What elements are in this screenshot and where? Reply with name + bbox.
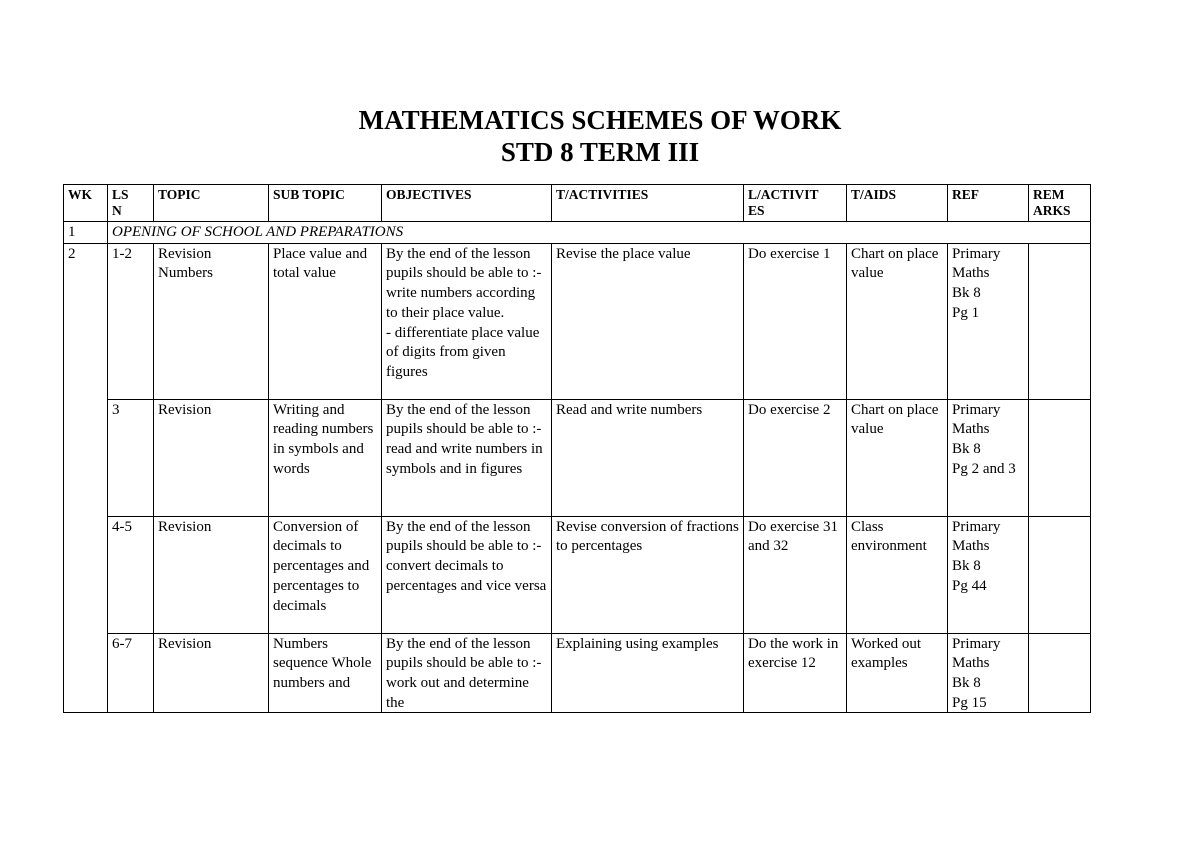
cell-t-aids: Class environment (847, 516, 948, 633)
cell-remarks (1029, 633, 1091, 712)
cell-topic: Revision (154, 399, 269, 516)
header-wk: WK (64, 185, 108, 222)
cell-objectives: By the end of the lesson pupils should be able to :- convert decimals to percentages and vice versa (382, 516, 552, 633)
cell-t-activities: Read and write numbers (552, 399, 744, 516)
cell-l-activities: Do exercise 1 (744, 243, 847, 399)
cell-t-aids: Chart on place value (847, 243, 948, 399)
cell-topic: Revision Numbers (154, 243, 269, 399)
cell-sub-topic: Writing and reading numbers in symbols and words (269, 399, 382, 516)
table-row (64, 243, 1091, 399)
cell-sub-topic: Numbers sequence Whole numbers and (269, 633, 382, 712)
week-number: 1 (64, 222, 108, 244)
cell-ref: Primary Maths Bk 8 Pg 15 (948, 633, 1029, 712)
cell-ref: Primary Maths Bk 8 Pg 1 (948, 243, 1029, 399)
cell-remarks (1029, 516, 1091, 633)
cell-lsn: 4-5 (108, 516, 154, 633)
cell-objectives: By the end of the lesson pupils should be able to :- read and write numbers in symbols and in figures (382, 399, 552, 516)
title-line-2: STD 8 TERM III (500, 137, 700, 167)
cell-lsn: 1-2 (108, 243, 154, 399)
cell-topic: Revision (154, 633, 269, 712)
cell-topic: Revision (154, 516, 269, 633)
cell-objectives: By the end of the lesson pupils should be able to :- work out and determine the (382, 633, 552, 712)
document-title (0, 104, 1200, 168)
cell-sub-topic: Conversion of decimals to percentages and percentages to decimals (269, 516, 382, 633)
header-topic: TOPIC (154, 185, 269, 222)
cell-remarks (1029, 243, 1091, 399)
cell-t-aids: Chart on place value (847, 399, 948, 516)
opening-of-school-banner: OPENING OF SCHOOL AND PREPARATIONS (108, 222, 1091, 244)
cell-ref: Primary Maths Bk 8 Pg 2 and 3 (948, 399, 1029, 516)
cell-t-activities: Explaining using examples (552, 633, 744, 712)
cell-l-activities: Do exercise 2 (744, 399, 847, 516)
cell-objectives: By the end of the lesson pupils should be able to :- write numbers according to their place value. - differentiate place value of digits from given figures (382, 243, 552, 399)
cell-l-activities: Do exercise 31 and 32 (744, 516, 847, 633)
table-row (64, 399, 1091, 516)
header-remarks: REM ARKS (1029, 185, 1091, 222)
week-1-row (64, 222, 1091, 244)
header-t-aids: T/AIDS (847, 185, 948, 222)
schemes-of-work-table (63, 184, 1091, 713)
header-l-activities: L/ACTIVIT ES (744, 185, 847, 222)
header-objectives: OBJECTIVES (382, 185, 552, 222)
header-lsn: LS N (108, 185, 154, 222)
cell-remarks (1029, 399, 1091, 516)
title-line-1: MATHEMATICS SCHEMES OF WORK (358, 105, 842, 135)
cell-sub-topic: Place value and total value (269, 243, 382, 399)
header-sub-topic: SUB TOPIC (269, 185, 382, 222)
cell-ref: Primary Maths Bk 8 Pg 44 (948, 516, 1029, 633)
cell-t-activities: Revise conversion of fractions to percentages (552, 516, 744, 633)
header-row (64, 185, 1091, 222)
table-row (64, 633, 1091, 712)
cell-t-aids: Worked out examples (847, 633, 948, 712)
cell-lsn: 3 (108, 399, 154, 516)
table-row (64, 516, 1091, 633)
header-ref: REF (948, 185, 1029, 222)
cell-lsn: 6-7 (108, 633, 154, 712)
week-number: 2 (64, 243, 108, 712)
cell-l-activities: Do the work in exercise 12 (744, 633, 847, 712)
header-t-activities: T/ACTIVITIES (552, 185, 744, 222)
cell-t-activities: Revise the place value (552, 243, 744, 399)
